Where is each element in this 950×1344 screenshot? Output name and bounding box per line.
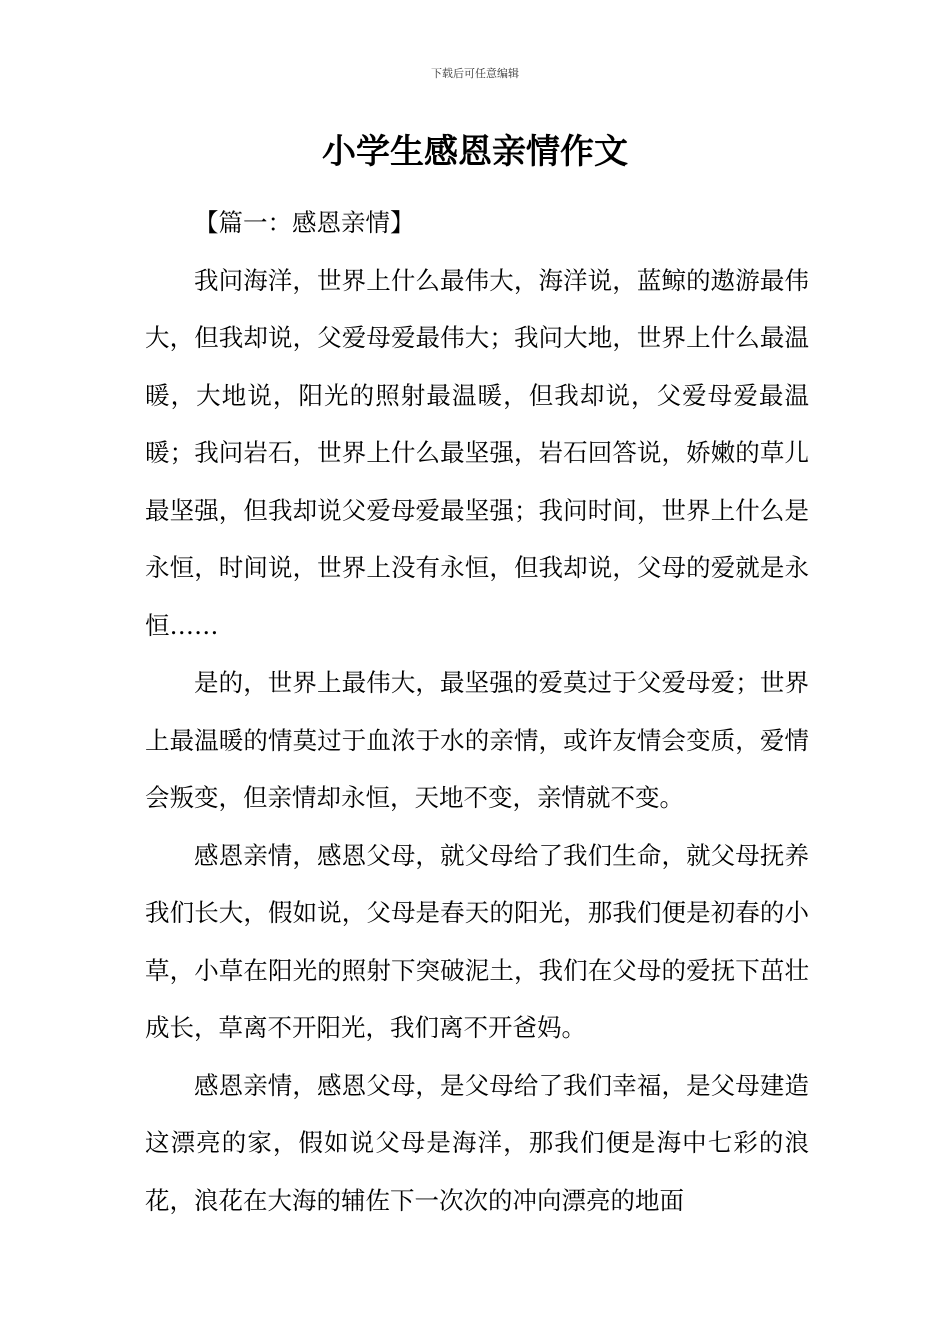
document-body xyxy=(145,194,809,1229)
header-note: 下载后可任意编辑 xyxy=(431,67,519,80)
paragraph-3: 感恩亲情，感恩父母，就父母给了我们生命，就父母抚养我们长大，假如说，父母是春天的阳光，那我们便是初春的小草，小草在阳光的照射下突破泥土，我们在父母的爱抚下茁壮成长，草离不开阳光，我们离不开爸妈。 xyxy=(145,840,809,1042)
paragraph-2: 是的，世界上最伟大，最坚强的爱莫过于父爱母爱；世界上最温暖的情莫过于血浓于水的亲情，或许友情会变质，爱情会叛变，但亲情却永恒，天地不变，亲情就不变。 xyxy=(145,668,809,812)
section-heading: 【篇一：感恩亲情】 xyxy=(194,208,415,237)
paragraph-4: 感恩亲情，感恩父母，是父母给了我们幸福，是父母建造这漂亮的家，假如说父母是海洋，那我们便是海中七彩的浪花，浪花在大海的辅佐下一次次的冲向漂亮的地面 xyxy=(145,1070,809,1215)
document-title: 小学生感恩亲情作文 xyxy=(322,132,628,172)
paragraph-1: 我问海洋，世界上什么最伟大，海洋说，蓝鲸的遨游最伟大，但我却说，父爱母爱最伟大；我问大地，世界上什么最温暖，大地说，阳光的照射最温暖，但我却说，父爱母爱最温暖；我问岩石，世界上什么最坚强，岩石回答说，娇嫩的草儿最坚强，但我却说父爱母爱最坚强；我问时间，世界上什么是永恒，时间说，世界上没有永恒，但我却说，父母的爱就是永恒…… xyxy=(145,265,809,640)
